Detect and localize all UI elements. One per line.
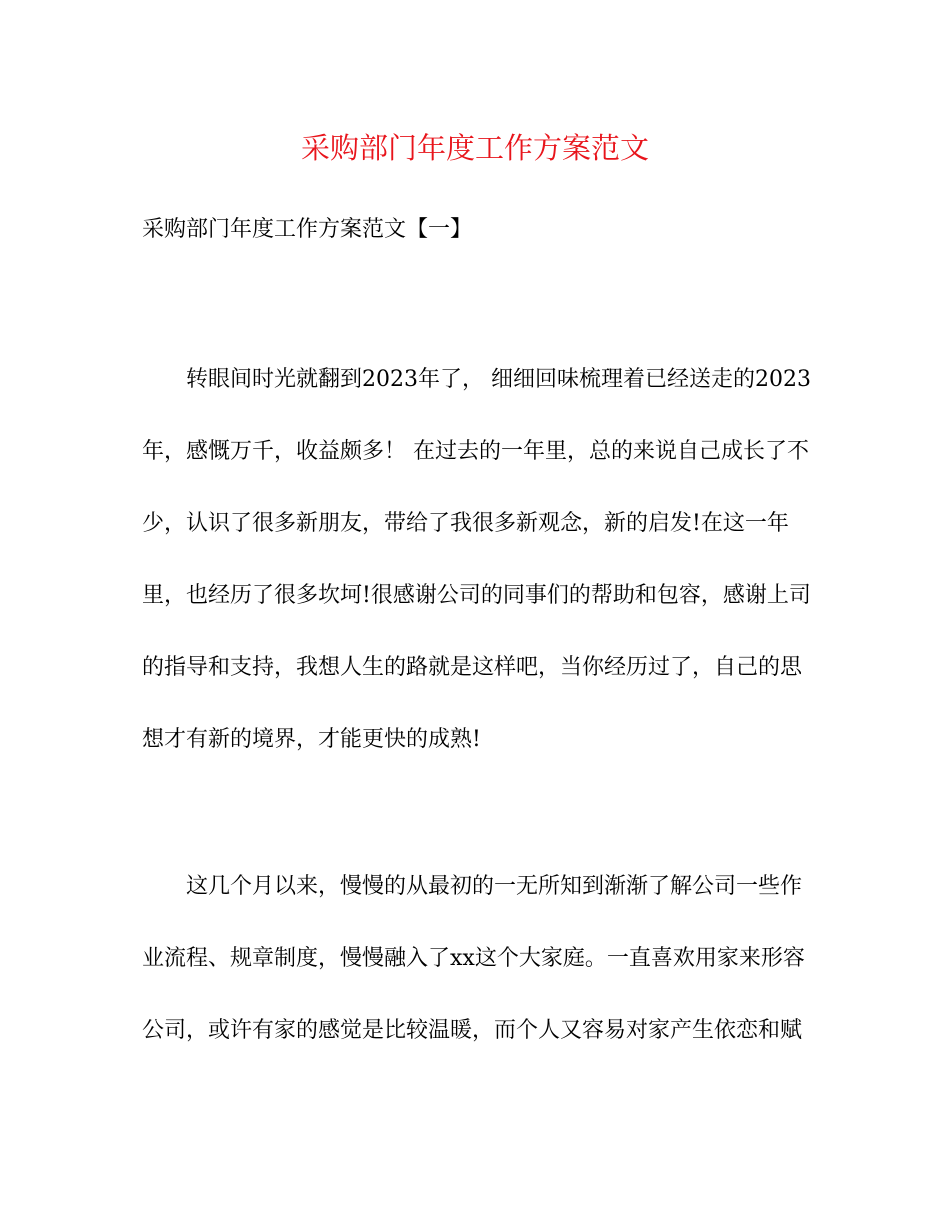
paragraph-1-line-1: 转眼间时光就翻到2023年了， 细细回味梳理着已经送走的2023 [186,367,811,392]
paragraph-1-line-2: 年，感慨万千，收益颇多！ 在过去的一年里，总的来说自己成长了不 [142,439,809,464]
paragraph-2-line-1: 这几个月以来，慢慢的从最初的一无所知到渐渐了解公司一些作 [186,874,803,899]
paragraph-1-line-5: 的指导和支持，我想人生的路就是这样吧，当你经历过了，自己的思 [142,655,803,680]
paragraph-2-line-3: 公司，或许有家的感觉是比较温暖，而个人又容易对家产生依恋和赋 [142,1018,803,1043]
paragraph-2-line-2: 业流程、规章制度，慢慢融入了xx这个大家庭。一直喜欢用家来形容 [142,946,805,971]
paragraph-1-line-4: 里，也经历了很多坎坷!很感谢公司的同事们的帮助和包容，感谢上司 [142,583,811,608]
document-title: 采购部门年度工作方案范文 [300,131,649,165]
paragraph-1-line-6: 想才有新的境界，才能更快的成熟! [142,727,481,752]
section-heading: 采购部门年度工作方案范文【一】 [142,217,473,242]
paragraph-1-line-3: 少，认识了很多新朋友，带给了我很多新观念，新的启发!在这一年 [142,511,789,536]
